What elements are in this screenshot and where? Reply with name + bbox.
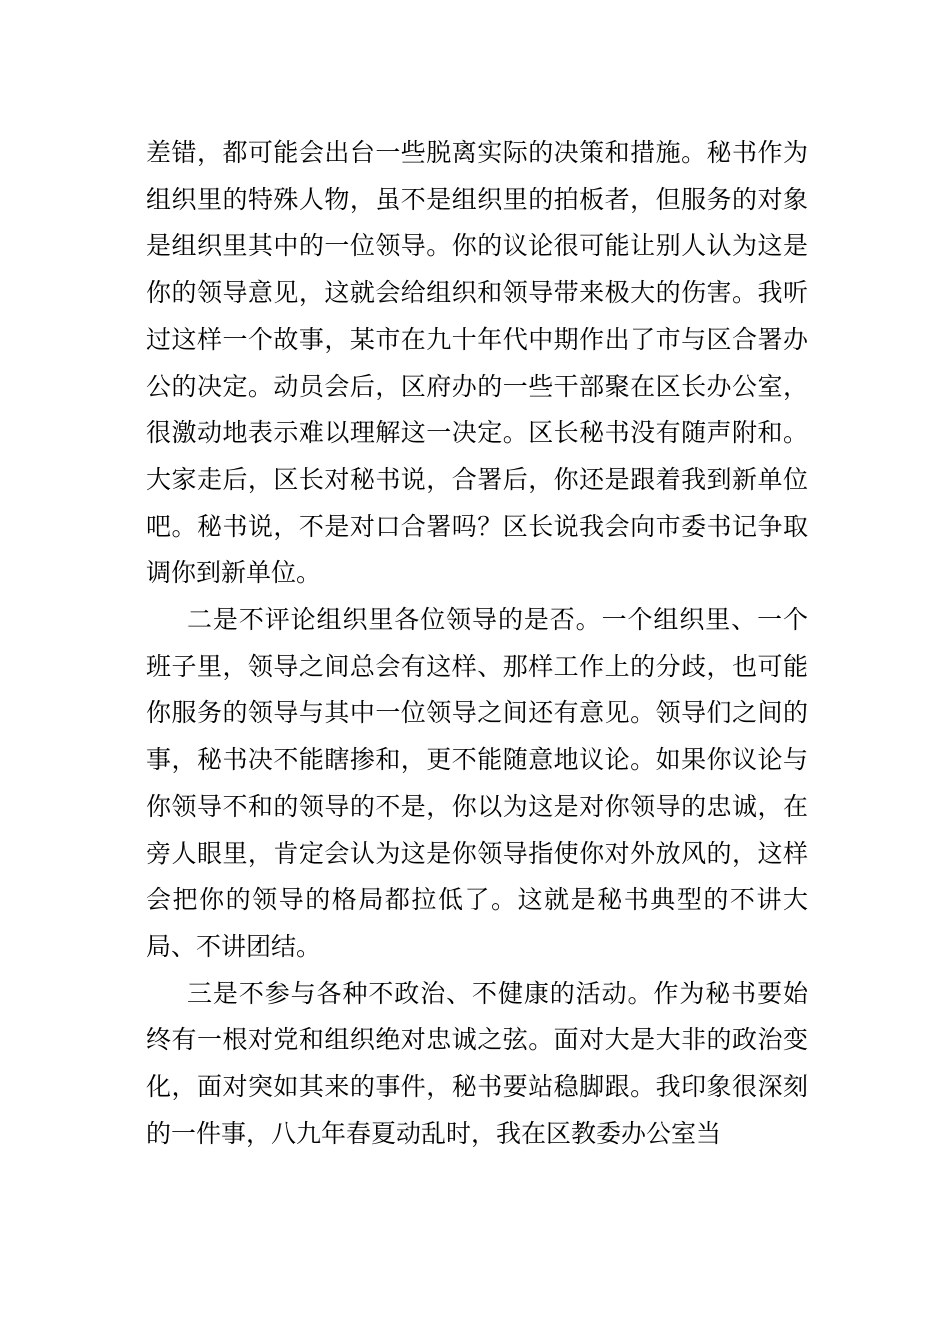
paragraph-point-three: 三是不参与各种不政治、不健康的活动。作为秘书要始终有一根对党和组织绝对忠诚之弦。面对大是大非的政治变化，面对突如其来的事件，秘书要站稳脚跟。我印象很深刻的一件事，八九年春夏动乱时，我在区教委办公室当 [146, 978, 808, 1148]
paragraph-point-two: 二是不评论组织里各位领导的是否。一个组织里、一个班子里，领导之间总会有这样、那样工作上的分歧，也可能你服务的领导与其中一位领导之间还有意见。领导们之间的事，秘书决不能瞎掺和，更不能随意地议论。如果你议论与你领导不和的领导的不是，你以为这是对你领导的忠诚，在旁人眼里，肯定会认为这是你领导指使你对外放风的，这样会把你的领导的格局都拉低了。这就是秘书典型的不讲大局、不讲团结。 [146, 605, 808, 961]
document-body [146, 130, 808, 1157]
paragraph-continuation: 差错，都可能会出台一些脱离实际的决策和措施。秘书作为组织里的特殊人物，虽不是组织里的拍板者，但服务的对象是组织里其中的一位领导。你的议论很可能让别人认为这是你的领导意见，这就会给组织和领导带来极大的伤害。我听过这样一个故事，某市在九十年代中期作出了市与区合署办公的决定。动员会后，区府办的一些干部聚在区长办公室，很激动地表示难以理解这一决定。区长秘书没有随声附和。大家走后，区长对秘书说，合署后，你还是跟着我到新单位吧。秘书说，不是对口合署吗？区长说我会向市委书记争取调你到新单位。 [146, 138, 808, 588]
